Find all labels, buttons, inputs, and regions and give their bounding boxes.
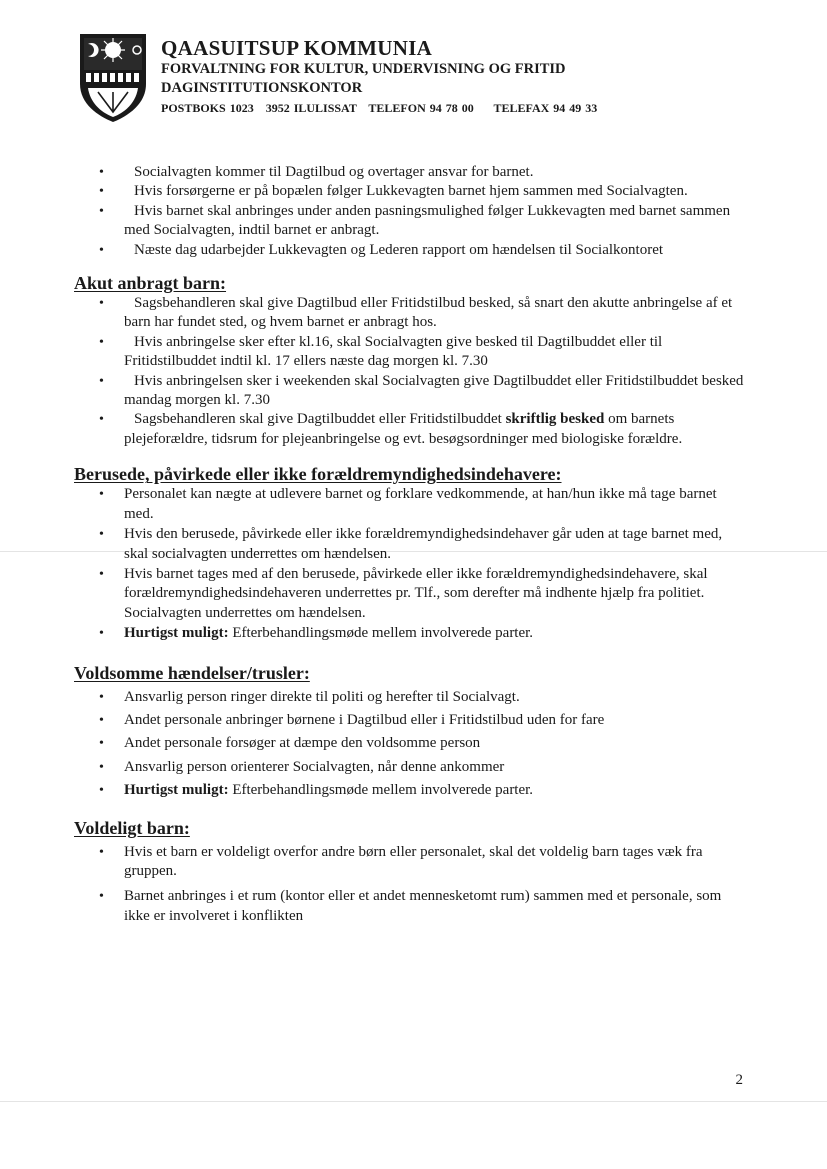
list-item: • Næste dag udarbejder Lukkevagten og Lederen rapport om hændelsen til Socialkontoret [0, 241, 827, 260]
bullet-icon: • [99, 844, 104, 860]
intro-section [0, 163, 827, 260]
voldsomme-section [0, 662, 827, 801]
section-heading-berusede: Berusede, påvirkede eller ikke forældremyndighedsindehavere: [74, 464, 562, 485]
list-item: • Hurtigst muligt: Efterbehandlingsmøde mellem involverede parter. [0, 624, 827, 643]
list-item: • Hvis barnet tages med af den berusede, påvirkede eller ikke forældremyndighedsindehavere, skal forældremyndighedsindehaveren underrettes pr. Tlf., som derefter må indhente hjælp fra politiet. Socialvagten underrettes om hændelsen. [99, 565, 708, 621]
bullet-icon: • [99, 689, 104, 705]
section-heading-voldsomme: Voldsomme hændelser/trusler: [74, 662, 310, 683]
list-item: • Hvis et barn er voldeligt overfor andre børn eller personalet, skal det voldelig barn tages væk fra gruppen. [99, 843, 703, 879]
voldeligt-section [0, 817, 827, 927]
list-item: • Barnet anbringes i et rum (kontor eller et andet mennesketomt rum) sammen med et personale, som ikke er involveret i konflikten [99, 888, 722, 924]
bullet-icon: • [99, 334, 104, 350]
document-body [0, 163, 827, 932]
scan-artifact-line [0, 1101, 827, 1102]
bullet-icon: • [99, 203, 104, 219]
list-item: • Sagsbehandleren skal give Dagtilbud eller Fritidstilbud besked, så snart den akutte anbringelse af et barn har fundet sted, og hvem barnet er anbragt hos. [99, 295, 733, 331]
bullet-icon: • [99, 487, 104, 503]
bullet-icon: • [99, 412, 104, 428]
berusede-section [0, 463, 827, 643]
bullet-icon: • [99, 242, 104, 258]
emphasis-text: Hurtigst muligt: [124, 625, 229, 642]
list-item: • Hurtigst muligt: Efterbehandlingsmøde mellem involverede parter. [0, 781, 827, 800]
section-heading-akut: Akut anbragt barn: [74, 273, 227, 294]
bullet-icon: • [99, 626, 104, 642]
list-item: • Hvis barnet skal anbringes under anden pasningsmulighed følger Lukkevagten med barnet sammen med Socialvagten, indtil barnet er anbragt. [99, 202, 731, 239]
bullet-icon: • [99, 527, 104, 543]
department-name: FORVALTNING FOR KULTUR, UNDERVISNING OG FRITID [161, 61, 566, 77]
letterhead-text [161, 36, 597, 117]
list-item: • Hvis forsørgerne er på bopælen følger Lukkevagten barnet hjem sammen med Socialvagten. [0, 182, 827, 201]
list-item: • Socialvagten kommer til Dagtilbud og overtager ansvar for barnet. [0, 163, 827, 182]
org-title: QAASUITSUP KOMMUNIA [161, 36, 433, 60]
page-number: 2 [735, 1072, 743, 1088]
bullet-icon: • [99, 712, 104, 728]
list-item: • Ansvarlig person orienterer Socialvagten, når denne ankommer [0, 758, 827, 777]
bullet-icon: • [99, 783, 104, 799]
bullet-icon: • [99, 889, 104, 905]
list-item: • Hvis anbringelsen sker i weekenden skal Socialvagten give Dagtilbuddet eller Fritidstilbuddet besked mandag morgen kl. 7.30 [99, 372, 744, 409]
contact-line: POSTBOKS 1023 3952 ILULISSAT TELEFON 94 78 00 TELEFAX 94 49 33 [161, 101, 598, 115]
list-item: • Andet personale anbringer børnene i Dagtilbud eller i Fritidstilbud uden for fare [0, 711, 827, 730]
emphasis-text: skriftlig besked [505, 411, 605, 428]
voldsomme-list [0, 688, 827, 801]
berusede-list [0, 485, 827, 643]
bullet-icon: • [99, 165, 104, 180]
office-name: DAGINSTITUTIONSKONTOR [161, 80, 363, 96]
list-item: • Hvis den berusede, påvirkede eller ikke forældremyndighedsindehaver går uden at tage barnet med, skal socialvagten underrettes om hændelsen. [99, 526, 723, 562]
letterhead [78, 32, 778, 132]
voldeligt-list [0, 843, 827, 927]
intro-list [0, 163, 827, 260]
section-heading-voldeligt: Voldeligt barn: [74, 817, 190, 838]
bullet-icon: • [99, 373, 104, 389]
bullet-icon: • [99, 296, 104, 312]
list-item: • Sagsbehandleren skal give Dagtilbuddet eller Fritidstilbuddet skriftlig besked om barnets plejeforældre, tidsrum for plejeanbringelse og evt. besøgsordninger med biologiske forældre. [99, 411, 683, 447]
akut-section [0, 272, 827, 449]
emphasis-text: Hurtigst muligt: [124, 782, 229, 799]
list-item: • Hvis anbringelse sker efter kl.16, skal Socialvagten give besked til Dagtilbuddet eller til Fritidstilbuddet indtil kl. 17 ellers næste dag morgen kl. 7.30 [99, 333, 663, 370]
list-item: • Personalet kan nægte at udlevere barnet og forklare vedkommende, at han/hun ikke må tage barnet med. [99, 486, 717, 522]
bullet-icon: • [99, 566, 104, 582]
akut-list [0, 294, 827, 449]
list-item: • Ansvarlig person ringer direkte til politi og herefter til Socialvagt. [0, 688, 827, 707]
list-item: • Andet personale forsøger at dæmpe den voldsomme person [0, 734, 827, 753]
bullet-icon: • [99, 736, 104, 752]
coat-of-arms-icon [78, 32, 148, 124]
bullet-icon: • [99, 184, 104, 200]
bullet-icon: • [99, 759, 104, 775]
